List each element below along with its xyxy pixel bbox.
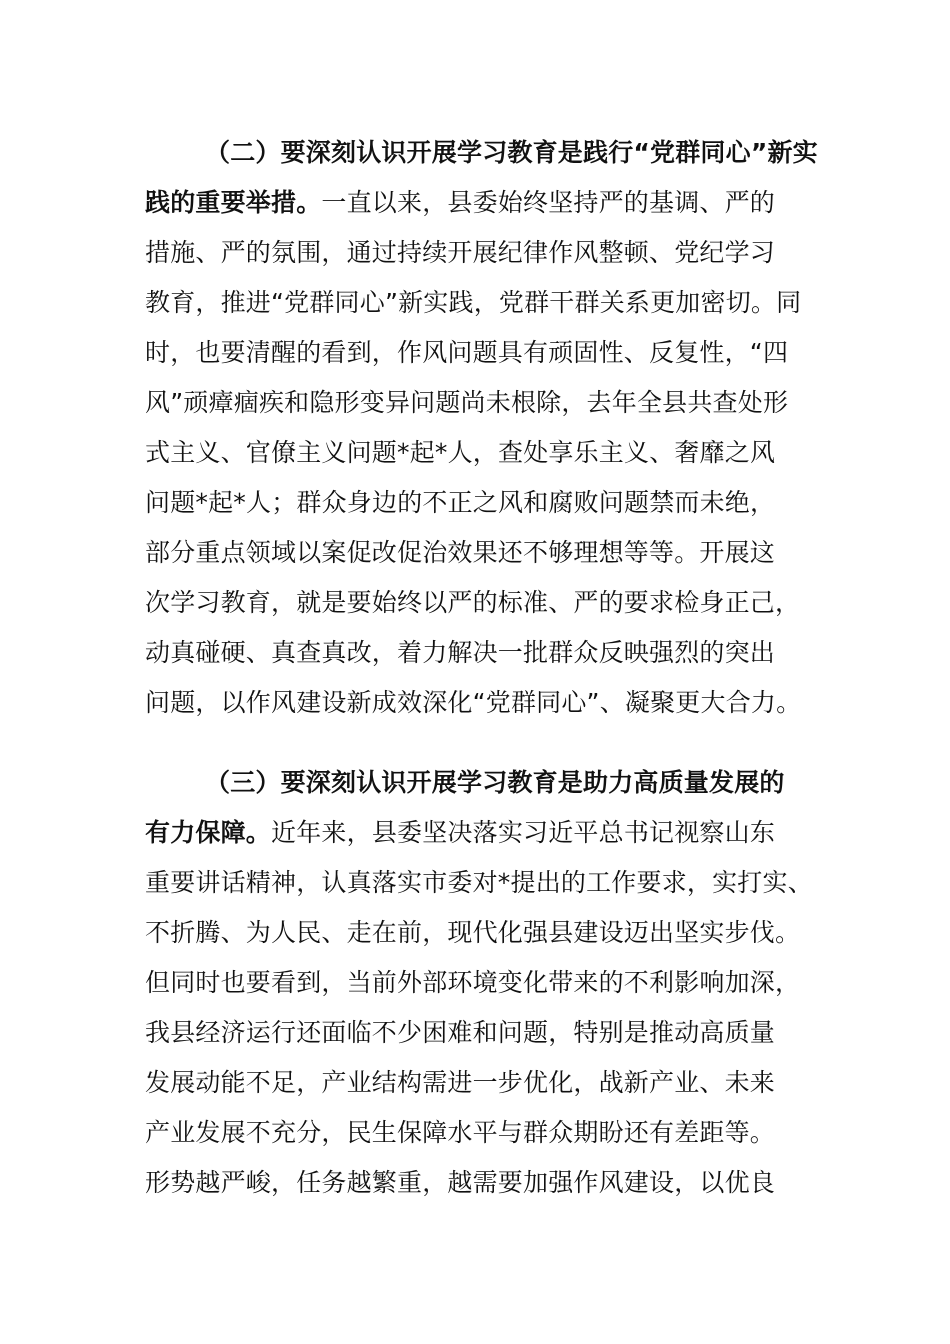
line-text: 重要讲话精神，认真落实市委对*提出的工作要求，实打实、 <box>145 868 813 897</box>
paragraph-line <box>145 1058 815 1108</box>
line-text: 教育，推进“党群同心”新实践，党群干群关系更加密切。同 <box>145 288 802 317</box>
paragraph-line <box>145 578 815 628</box>
paragraph-line <box>145 858 815 908</box>
paragraph-line <box>145 908 815 958</box>
paragraph-line <box>145 1158 815 1208</box>
paragraph-line <box>145 958 815 1008</box>
paragraph-line <box>145 428 815 478</box>
paragraph-line <box>145 178 815 228</box>
line-text: 时，也要清醒的看到，作风问题具有顽固性、反复性，“四 <box>145 338 789 367</box>
paragraph-line <box>145 228 815 278</box>
section-two-paragraph <box>145 128 818 728</box>
paragraph-line <box>145 628 815 678</box>
line-text: 不折腾、为人民、走在前，现代化强县建设迈出坚实步伐。 <box>145 918 801 947</box>
line-text: 一直以来，县委始终坚持严的基调、严的 <box>321 188 776 217</box>
line-text: 形势越严峻，任务越繁重，越需要加强作风建设，以优良 <box>145 1168 776 1197</box>
paragraph-line <box>145 1108 815 1158</box>
paragraph-line <box>145 328 815 378</box>
section-heading: （三）要深刻认识开展学习教育是助力高质量发展的 <box>205 768 785 797</box>
paragraph-line <box>145 478 815 528</box>
section-three-paragraph <box>145 758 815 1208</box>
paragraph-line <box>145 128 818 178</box>
line-text: 式主义、官僚主义问题*起*人，查处享乐主义、奢靡之风 <box>145 438 776 467</box>
paragraph-line <box>145 278 815 328</box>
paragraph-line <box>145 528 815 578</box>
line-text: 动真碰硬、真查真改，着力解决一批群众反映强烈的突出 <box>145 638 776 667</box>
line-text: 措施、严的氛围，通过持续开展纪律作风整顿、党纪学习 <box>145 238 776 267</box>
section-heading: 有力保障。 <box>145 818 272 847</box>
paragraph-line <box>145 678 815 728</box>
section-heading: 践的重要举措。 <box>145 188 322 217</box>
line-text: 次学习教育，就是要始终以严的标准、严的要求检身正己， <box>145 588 801 617</box>
paragraph-line <box>145 1008 815 1058</box>
line-text: 部分重点领域以案促改促治效果还不够理想等等。开展这 <box>145 538 776 567</box>
paragraph-line <box>145 808 815 858</box>
line-text: 我县经济运行还面临不少困难和问题，特别是推动高质量 <box>145 1018 776 1047</box>
paragraph-line <box>145 758 815 808</box>
line-text: 发展动能不足，产业结构需进一步优化，战新产业、未来 <box>145 1068 776 1097</box>
line-text: 产业发展不充分，民生保障水平与群众期盼还有差距等。 <box>145 1118 776 1147</box>
line-text: 问题*起*人；群众身边的不正之风和腐败问题禁而未绝， <box>145 488 776 517</box>
line-text: 但同时也要看到，当前外部环境变化带来的不利影响加深， <box>145 968 801 997</box>
line-text: 问题，以作风建设新成效深化“党群同心”、凝聚更大合力。 <box>145 688 802 717</box>
line-text: 风”顽瘴痼疾和隐形变异问题尚未根除，去年全县共查处形 <box>145 388 789 417</box>
paragraph-line <box>145 378 815 428</box>
section-heading: （二）要深刻认识开展学习教育是践行“党群同心”新实 <box>205 138 818 167</box>
line-text: 近年来，县委坚决落实习近平总书记视察山东 <box>271 818 776 847</box>
